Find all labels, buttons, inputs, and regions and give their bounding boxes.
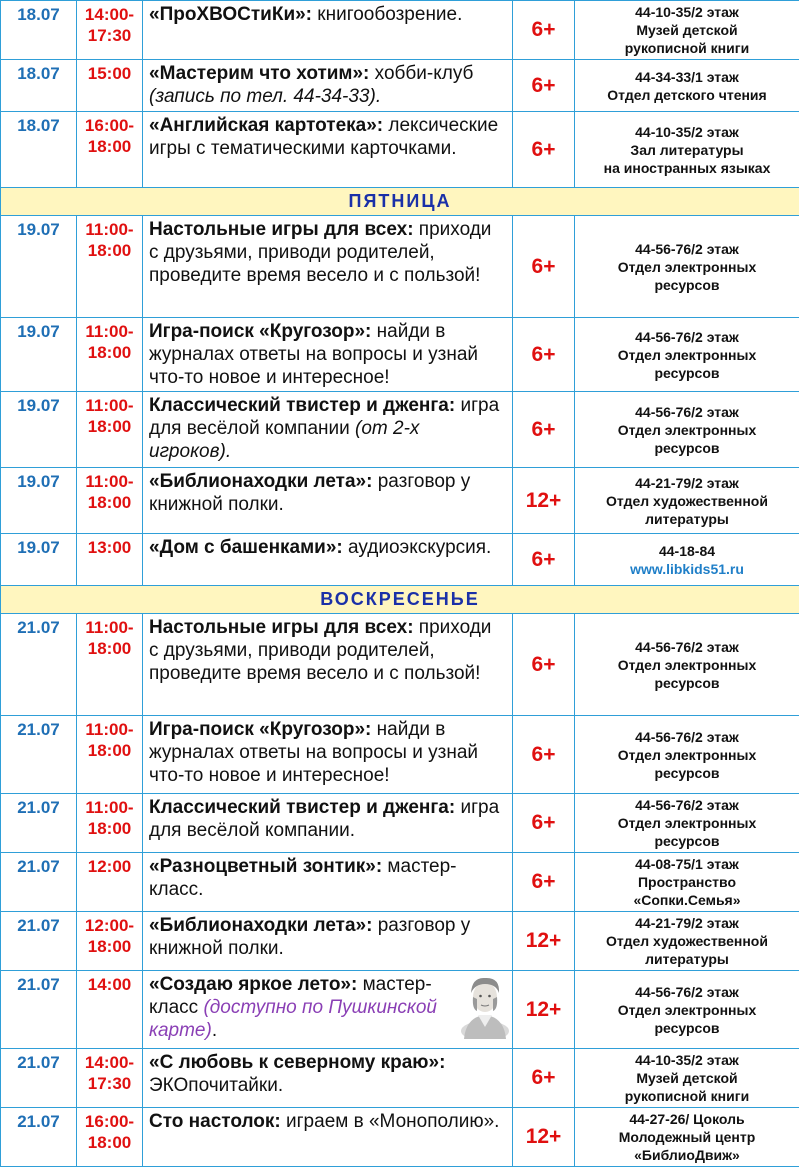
- location-line: рукописной книги: [625, 1088, 749, 1104]
- event-title-bold: Классический твистер и дженга:: [149, 797, 455, 818]
- location-line: литературы: [645, 511, 729, 527]
- event-time-line: 14:00: [88, 975, 131, 994]
- website-link[interactable]: www.libkids51.ru: [630, 561, 744, 577]
- event-title: [143, 1, 513, 60]
- event-title: [143, 216, 513, 318]
- event-title: [143, 1049, 513, 1108]
- location-line: 44-56-76/2 этаж: [635, 797, 739, 813]
- location-line: Пространство: [638, 874, 736, 890]
- age-rating: 12+: [513, 912, 575, 971]
- age-rating: 12+: [513, 971, 575, 1049]
- event-title-bold: «Разноцветный зонтик»:: [149, 856, 382, 877]
- event-time-line: 11:00-: [85, 618, 133, 637]
- event-time: [77, 794, 143, 853]
- event-title-text: лексические игры с тематическими карточками.: [149, 115, 498, 159]
- event-date: 19.07: [1, 468, 77, 534]
- event-title-text: разговор у книжной полки.: [149, 915, 470, 959]
- event-time-line: 18:00: [88, 819, 131, 838]
- event-row: [1, 318, 799, 392]
- event-location: [575, 971, 799, 1049]
- location-line: ресурсов: [654, 765, 719, 781]
- event-title-bold: «Английская картотека»:: [149, 115, 383, 136]
- event-date: 21.07: [1, 971, 77, 1049]
- event-time-line: 11:00-: [85, 322, 133, 341]
- event-row: [1, 534, 799, 586]
- event-title-note: (от 2-х игроков).: [149, 418, 419, 462]
- age-rating: 6+: [513, 716, 575, 794]
- event-date: 21.07: [1, 614, 77, 716]
- event-title-text: найди в журналах ответы на вопросы и узнай что-то новое и интересное!: [149, 719, 478, 786]
- event-title: [143, 794, 513, 853]
- event-title-bold: Игра-поиск «Кругозор»:: [149, 321, 371, 342]
- location-line: ресурсов: [654, 1020, 719, 1036]
- event-time-line: 11:00-: [85, 396, 133, 415]
- location-line: 44-56-76/2 этаж: [635, 639, 739, 655]
- location-line: 44-56-76/2 этаж: [635, 241, 739, 257]
- event-time: [77, 853, 143, 912]
- location-line: Отдел электронных: [618, 1002, 757, 1018]
- event-time-line: 18:00: [88, 417, 131, 436]
- location-line: на иностранных языках: [604, 160, 771, 176]
- location-line: Отдел художественной: [606, 493, 768, 509]
- location-line: ресурсов: [654, 675, 719, 691]
- event-time: [77, 112, 143, 188]
- location-line: 44-10-35/2 этаж: [635, 1052, 739, 1068]
- event-title-note: (запись по тел. 44-34-33).: [149, 86, 381, 107]
- event-location: [575, 1, 799, 60]
- location-line: Отдел электронных: [618, 815, 757, 831]
- event-time-line: 18:00: [88, 1133, 131, 1152]
- event-title-bold: Игра-поиск «Кругозор»:: [149, 719, 371, 740]
- location-line: 44-56-76/2 этаж: [635, 729, 739, 745]
- event-row: [1, 912, 799, 971]
- location-line: 44-56-76/2 этаж: [635, 984, 739, 1000]
- event-title-bold: «Создаю яркое лето»:: [149, 974, 357, 995]
- event-time-line: 18:00: [88, 639, 131, 658]
- age-rating: 6+: [513, 614, 575, 716]
- event-title-bold: «Библионаходки лета»:: [149, 471, 372, 492]
- event-location: [575, 853, 799, 912]
- age-rating: 6+: [513, 534, 575, 586]
- event-date: 21.07: [1, 1049, 77, 1108]
- location-line: Молодежный центр: [619, 1129, 756, 1145]
- day-header-row: [1, 586, 799, 614]
- event-row: [1, 1, 799, 60]
- event-time-line: 18:00: [88, 937, 131, 956]
- event-title-text: мастер-класс.: [149, 856, 457, 900]
- event-location: [575, 794, 799, 853]
- location-line: 44-21-79/2 этаж: [635, 475, 739, 491]
- event-date: 18.07: [1, 1, 77, 60]
- event-title-bold: Сто настолок:: [149, 1111, 281, 1132]
- location-line: 44-10-35/2 этаж: [635, 4, 739, 20]
- age-rating: 6+: [513, 112, 575, 188]
- age-rating: 12+: [513, 1108, 575, 1167]
- event-title: [143, 392, 513, 468]
- event-title-text: играем в «Монополию».: [281, 1111, 500, 1132]
- event-time-line: 11:00-: [85, 720, 133, 739]
- day-header: ПЯТНИЦА: [1, 188, 799, 216]
- location-line: 44-56-76/2 этаж: [635, 404, 739, 420]
- event-title: [143, 853, 513, 912]
- event-row: [1, 392, 799, 468]
- event-title-text: книгообозрение.: [312, 4, 462, 25]
- event-title-bold: «Библионаходки лета»:: [149, 915, 372, 936]
- day-header-row: [1, 188, 799, 216]
- location-line: 44-08-75/1 этаж: [635, 856, 739, 872]
- event-time-line: 18:00: [88, 137, 131, 156]
- event-time: [77, 392, 143, 468]
- event-date: 19.07: [1, 534, 77, 586]
- event-time: [77, 1108, 143, 1167]
- event-title: [143, 112, 513, 188]
- event-time-line: 11:00-: [85, 472, 133, 491]
- event-time: [77, 318, 143, 392]
- event-location: [575, 912, 799, 971]
- event-location: [575, 534, 799, 586]
- event-location: [575, 318, 799, 392]
- age-rating: 6+: [513, 318, 575, 392]
- age-rating: 6+: [513, 60, 575, 112]
- event-time: [77, 1049, 143, 1108]
- event-title-text: игра для весёлой компании.: [149, 797, 499, 841]
- event-row: [1, 716, 799, 794]
- event-title: [143, 318, 513, 392]
- age-rating: 6+: [513, 1, 575, 60]
- event-title-text: аудиоэкскурсия.: [343, 537, 492, 558]
- event-location: [575, 1049, 799, 1108]
- event-time-line: 16:00-: [85, 1112, 134, 1131]
- event-time-line: 12:00: [88, 857, 131, 876]
- event-title: [143, 1108, 513, 1167]
- event-location: [575, 716, 799, 794]
- location-line: 44-18-84: [659, 543, 715, 559]
- event-date: 19.07: [1, 216, 77, 318]
- event-time-line: 17:30: [88, 26, 131, 45]
- event-title-bold: Настольные игры для всех:: [149, 617, 414, 638]
- event-title-bold: Классический твистер и дженга:: [149, 395, 455, 416]
- event-time-line: 12:00-: [85, 916, 134, 935]
- event-time: [77, 60, 143, 112]
- event-date: 18.07: [1, 112, 77, 188]
- event-title: [143, 468, 513, 534]
- event-time-line: 14:00-: [85, 1053, 134, 1072]
- event-time-line: 14:00-: [85, 5, 134, 24]
- event-title-text: приходи с друзьями, приводи родителей, проведите время весело и с пользой!: [149, 617, 491, 684]
- event-title-text: ЭКОпочитайки.: [149, 1075, 283, 1096]
- event-row: [1, 112, 799, 188]
- location-line: «БиблиоДвиж»: [634, 1147, 740, 1163]
- event-title: [143, 912, 513, 971]
- location-line: Зал литературы: [630, 142, 743, 158]
- event-title: [143, 971, 513, 1049]
- location-line: ресурсов: [654, 440, 719, 456]
- location-line: Музей детской: [636, 1070, 737, 1086]
- event-location: [575, 216, 799, 318]
- event-title: [143, 534, 513, 586]
- age-rating: 6+: [513, 1049, 575, 1108]
- location-line: ресурсов: [654, 365, 719, 381]
- event-title-text: разговор у книжной полки.: [149, 471, 470, 515]
- event-date: 21.07: [1, 1108, 77, 1167]
- event-date: 21.07: [1, 716, 77, 794]
- age-rating: 12+: [513, 468, 575, 534]
- event-time-line: 18:00: [88, 343, 131, 362]
- event-row: [1, 794, 799, 853]
- event-title-bold: «Мастерим что хотим»:: [149, 63, 369, 84]
- location-line: Отдел электронных: [618, 259, 757, 275]
- event-time-line: 18:00: [88, 493, 131, 512]
- age-rating: 6+: [513, 392, 575, 468]
- event-time-line: 16:00-: [85, 116, 134, 135]
- event-title-text: мастер-класс: [149, 974, 432, 1018]
- event-title-note: (доступно по Пушкинской карте): [149, 997, 437, 1041]
- event-title-text: хобби-клуб: [369, 63, 473, 84]
- location-line: Отдел художественной: [606, 933, 768, 949]
- location-line: Отдел детского чтения: [607, 87, 766, 103]
- event-title-bold: «С любовь к северному краю»:: [149, 1052, 445, 1073]
- location-line: Отдел электронных: [618, 347, 757, 363]
- age-rating: 6+: [513, 853, 575, 912]
- event-title-bold: «ПроХВОСтиКи»:: [149, 4, 312, 25]
- event-row: [1, 468, 799, 534]
- event-date: 21.07: [1, 794, 77, 853]
- event-row: [1, 1049, 799, 1108]
- event-date: 19.07: [1, 318, 77, 392]
- location-line: «Сопки.Семья»: [633, 892, 740, 908]
- event-title-text: найди в журналах ответы на вопросы и узнай что-то новое и интересное!: [149, 321, 478, 388]
- event-location: [575, 468, 799, 534]
- event-title: [143, 614, 513, 716]
- event-title-text: игра для весёлой компании: [149, 395, 499, 439]
- location-line: 44-34-33/1 этаж: [635, 69, 739, 85]
- event-time-line: 17:30: [88, 1074, 131, 1093]
- pushkin-portrait-icon: [460, 971, 510, 1039]
- event-row: [1, 614, 799, 716]
- event-time-line: 15:00: [88, 64, 131, 83]
- event-row: [1, 60, 799, 112]
- event-time: [77, 912, 143, 971]
- event-time-line: 18:00: [88, 741, 131, 760]
- event-date: 21.07: [1, 912, 77, 971]
- event-row: [1, 853, 799, 912]
- event-location: [575, 1108, 799, 1167]
- event-location: [575, 112, 799, 188]
- event-location: [575, 60, 799, 112]
- event-time-line: 13:00: [88, 538, 131, 557]
- location-line: Отдел электронных: [618, 747, 757, 763]
- event-title: [143, 60, 513, 112]
- location-line: Музей детской: [636, 22, 737, 38]
- event-title-bold: «Дом с башенками»:: [149, 537, 343, 558]
- event-row: [1, 216, 799, 318]
- location-line: рукописной книги: [625, 40, 749, 56]
- location-line: ресурсов: [654, 833, 719, 849]
- location-line: литературы: [645, 951, 729, 967]
- day-header: ВОСКРЕСЕНЬЕ: [1, 586, 799, 614]
- event-title-tail: .: [212, 1020, 217, 1041]
- event-title-bold: Настольные игры для всех:: [149, 219, 414, 240]
- event-row: [1, 1108, 799, 1167]
- age-rating: 6+: [513, 794, 575, 853]
- event-time-line: 11:00-: [85, 220, 133, 239]
- event-time: [77, 971, 143, 1049]
- event-time: [77, 1, 143, 60]
- event-date: 18.07: [1, 60, 77, 112]
- event-time: [77, 614, 143, 716]
- event-location: [575, 614, 799, 716]
- event-date: 19.07: [1, 392, 77, 468]
- event-title: [143, 716, 513, 794]
- location-line: 44-56-76/2 этаж: [635, 329, 739, 345]
- age-rating: 6+: [513, 216, 575, 318]
- event-time-line: 11:00-: [85, 798, 133, 817]
- location-line: 44-27-26/ Цоколь: [629, 1111, 744, 1127]
- event-date: 21.07: [1, 853, 77, 912]
- location-line: Отдел электронных: [618, 422, 757, 438]
- event-time: [77, 534, 143, 586]
- event-time: [77, 716, 143, 794]
- location-line: ресурсов: [654, 277, 719, 293]
- event-row: [1, 971, 799, 1049]
- location-line: Отдел электронных: [618, 657, 757, 673]
- location-line: 44-21-79/2 этаж: [635, 915, 739, 931]
- event-time: [77, 468, 143, 534]
- event-title-text: приходи с друзьями, приводи родителей, проведите время весело и с пользой!: [149, 219, 491, 286]
- event-time-line: 18:00: [88, 241, 131, 260]
- event-time: [77, 216, 143, 318]
- location-line: 44-10-35/2 этаж: [635, 124, 739, 140]
- event-location: [575, 392, 799, 468]
